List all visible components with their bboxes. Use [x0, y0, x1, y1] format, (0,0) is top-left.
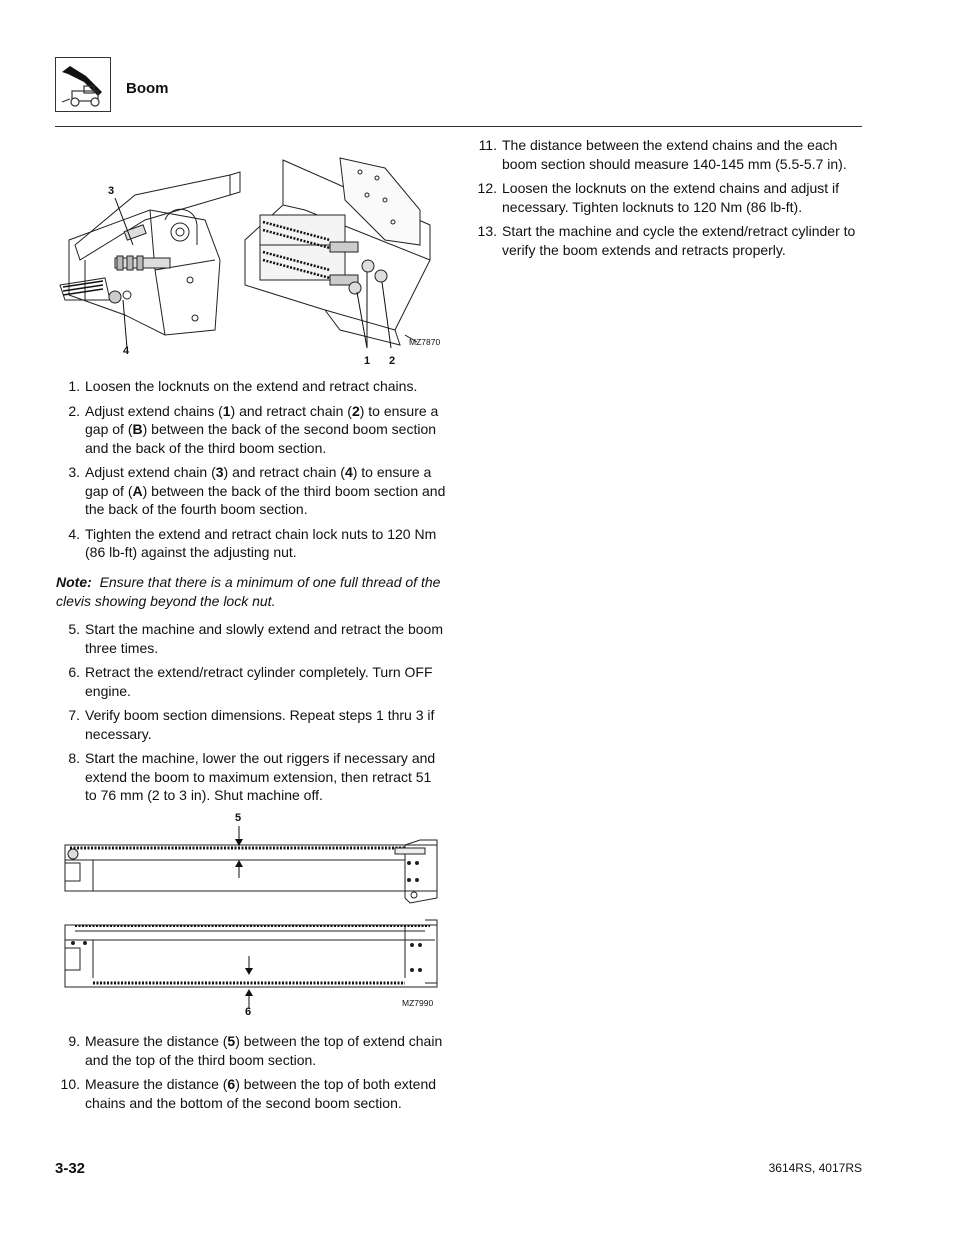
callout-3: 3 [108, 185, 115, 197]
step-number: 12. [477, 180, 497, 196]
step-number: 11. [478, 137, 497, 153]
step-number: 10. [60, 1076, 80, 1092]
callout-1: 1 [364, 355, 371, 367]
step-number: 7. [68, 707, 80, 723]
step-text: The distance between the extend chains and the each boom section should measure 140-145 mm (5.5-5.7 in). [502, 137, 847, 172]
step-item [56, 1032, 446, 1069]
step-text: Start the machine and cycle the extend/retract cylinder to verify the boom extends and retracts properly. [502, 223, 856, 258]
step-text: ) between the back of the third boom section and the back of the fourth boom section. [85, 482, 446, 517]
telehandler-boom-icon [55, 57, 111, 112]
callout-reference: 6 [227, 1076, 236, 1092]
note [56, 573, 446, 610]
boom-measurement-figure [55, 808, 450, 1030]
step-item [473, 136, 863, 173]
section-title: Boom [126, 80, 169, 97]
figure-code: MZ7990 [402, 998, 434, 1008]
procedure-steps-9-10 [56, 1032, 446, 1118]
step-item [56, 663, 446, 700]
step-item [56, 525, 446, 562]
callout-reference: 4 [344, 464, 353, 480]
step-text: ) and retract chain ( [223, 464, 345, 480]
step-text: Loosen the locknuts on the extend chains and adjust if necessary. Tighten locknuts to 120 Nm (86 lb-ft). [502, 180, 840, 215]
step-text: Measure the distance ( [85, 1076, 228, 1092]
step-text: Adjust extend chain ( [85, 464, 216, 480]
callout-reference: B [132, 421, 143, 437]
header-divider [55, 126, 862, 127]
step-text: Verify boom section dimensions. Repeat steps 1 thru 3 if necessary. [85, 707, 435, 742]
figure-code: MZ7870 [409, 337, 441, 347]
step-number: 4. [68, 525, 80, 542]
step-item [56, 402, 446, 458]
step-text: ) to ensure a gap of ( [85, 402, 439, 437]
step-number: 8. [68, 750, 80, 766]
callout-5: 5 [235, 812, 242, 824]
procedure-steps-1-4 [56, 377, 446, 568]
step-item [56, 749, 446, 805]
callout-reference: 5 [227, 1033, 236, 1049]
step-number: 1. [68, 378, 80, 394]
step-number: 13. [477, 223, 497, 239]
step-number: 9. [68, 1033, 80, 1049]
step-item [56, 1075, 446, 1112]
note-label: Note: [56, 574, 92, 590]
step-text: Start the machine, lower the out riggers if necessary and extend the boom to maximum extension, then retract 51 to 76 mm (2 to 3 in). Shut machine off. [85, 750, 436, 803]
step-item [56, 463, 446, 519]
step-text: ) and retract chain ( [230, 402, 352, 419]
callout-2: 2 [389, 355, 396, 367]
step-number: 2. [68, 402, 80, 419]
callout-reference: 2 [351, 402, 360, 419]
step-text: ) between the back of the second boom section and the back of the third boom section. [85, 421, 437, 456]
callout-4: 4 [123, 345, 130, 357]
step-text: Start the machine and slowly extend and retract the boom three times. [85, 621, 443, 656]
step-text: Tighten the extend and retract chain lock nuts to 120 Nm (86 lb-ft) against the adjusting nut. [85, 525, 437, 560]
step-number: 6. [68, 664, 80, 680]
callout-reference: 1 [222, 402, 231, 419]
callout-reference: A [132, 482, 143, 499]
note-text: Ensure that there is a minimum of one full thread of the clevis showing beyond the lock nut. [56, 574, 441, 609]
step-text: ) to ensure a gap of ( [85, 464, 432, 499]
step-text: ) between the top of extend chain and the top of the third boom section. [85, 1033, 443, 1068]
step-number: 3. [68, 464, 80, 480]
procedure-steps-5-8 [56, 620, 446, 811]
step-text: Measure the distance ( [85, 1033, 228, 1049]
chain-adjustment-figure [55, 150, 450, 375]
step-text: Retract the extend/retract cylinder completely. Turn OFF engine. [85, 664, 433, 699]
step-item [473, 222, 863, 259]
model-code: 3614RS, 4017RS [768, 1161, 862, 1175]
callout-6: 6 [245, 1006, 252, 1018]
step-item [56, 620, 446, 657]
callout-reference: 3 [215, 464, 224, 480]
step-item [56, 706, 446, 743]
page-number: 3-32 [55, 1160, 86, 1177]
step-number: 5. [68, 621, 80, 637]
step-text: Loosen the locknuts on the extend and retract chains. [85, 378, 418, 394]
step-item [473, 179, 863, 216]
step-item [56, 377, 446, 396]
step-text: Adjust extend chains ( [85, 402, 223, 419]
step-text: ) between the top of both extend chains and the bottom of the second boom section. [85, 1076, 437, 1111]
procedure-steps-11-13 [473, 136, 863, 265]
